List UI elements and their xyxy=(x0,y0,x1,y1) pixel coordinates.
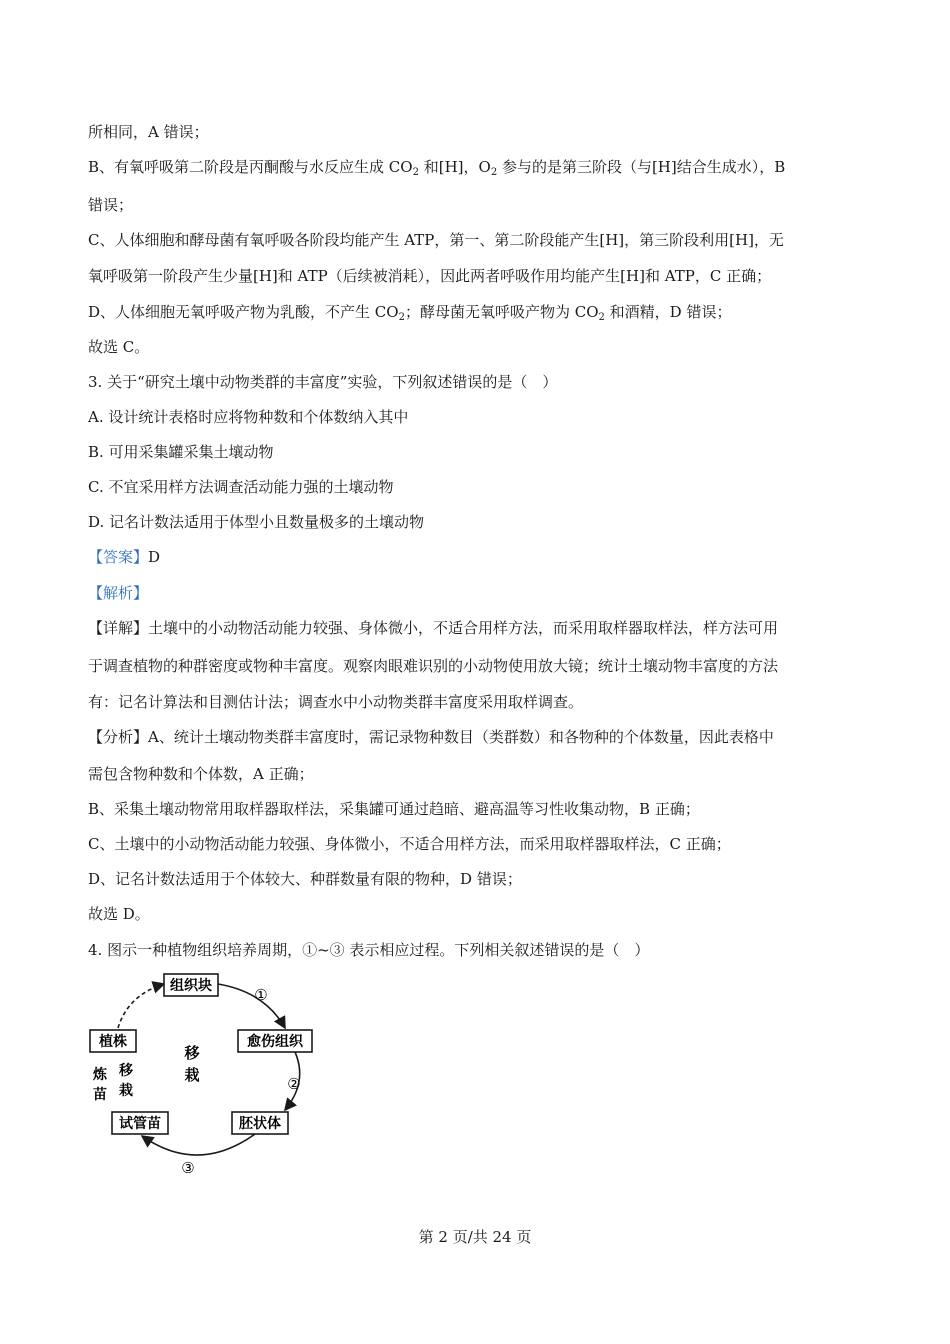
text-line: 故选 C。 xyxy=(88,338,150,356)
arrow-step3 xyxy=(142,1134,255,1155)
text-line: 氧呼吸第一阶段产生少量[H]和 ATP（后续被消耗），因此两者呼吸作用均能产生[H]和 ATP，C 正确； xyxy=(88,267,772,285)
left-label-b1: 移 xyxy=(119,1063,133,1079)
text-line: C、人体细胞和酵母菌有氧呼吸各阶段均能产生 ATP，第一、第二阶段能产生[H]，第三阶段利用[H]，无 xyxy=(88,231,784,249)
step-2-label: ② xyxy=(287,1075,301,1093)
detail-line: 【详解】土壤中的小动物活动能力较强、身体微小，不适合用样方法，而采用取样器取样法，样方法可用 xyxy=(88,619,779,637)
left-label-b2: 栽 xyxy=(119,1083,133,1099)
text-line: 错误； xyxy=(88,196,134,214)
answer-tag: 【答案】 xyxy=(88,548,149,566)
label-embryoid: 胚状体 xyxy=(239,1116,281,1132)
text-line: 所相同，A 错误； xyxy=(88,123,209,141)
label-test-tube-seedling: 试管苗 xyxy=(119,1116,161,1132)
step-1-label: ① xyxy=(254,986,268,1004)
page-footer: 第 2 页/共 24 页 xyxy=(418,1228,532,1246)
left-label-a2: 苗 xyxy=(93,1087,107,1103)
analysis-line: B、采集土壤动物常用取样器取样法，采集罐可通过趋暗、避高温等习性收集动物，B 正确； xyxy=(88,800,700,818)
analysis-tag-line xyxy=(88,583,148,603)
detail-line: 于调查植物的种群密度或物种丰富度。观察肉眼难识别的小动物使用放大镜；统计土壤动物丰富度的方法 xyxy=(88,657,779,675)
question-4-stem: 4. 图示一种植物组织培养周期，①~③ 表示相应过程。下列相关叙述错误的是（ ） xyxy=(88,941,650,959)
left-label-a1: 炼 xyxy=(93,1067,107,1083)
analysis-line: 故选 D。 xyxy=(88,905,150,923)
arrow-step1 xyxy=(218,984,285,1028)
option-d: D. 记名计数法适用于体型小且数量极多的土壤动物 xyxy=(88,513,425,531)
analysis-line: 【分析】A、统计土壤动物类群丰富度时，需记录物种数目（类群数）和各物种的个体数量，因此表格中 xyxy=(88,728,774,746)
option-c: C. 不宜采用样方法调查活动能力强的土壤动物 xyxy=(88,478,394,496)
analysis-tag: 【解析】 xyxy=(88,584,149,602)
text-line: D、人体细胞无氧呼吸产物为乳酸，不产生 $CO_2$；酵母菌无氧呼吸产物为 $CO_2$ 和酒精，D 错误； xyxy=(88,303,732,323)
arrow-transplant-dashed xyxy=(118,984,164,1028)
step-3-label: ③ xyxy=(181,1159,195,1177)
question-3-stem: 3. 关于“研究土壤中动物类群的丰富度”实验，下列叙述错误的是（ ） xyxy=(88,373,558,391)
analysis-line: C、土壤中的小动物活动能力较强、身体微小，不适合用样方法，而采用取样器取样法，C 正确； xyxy=(88,835,731,853)
label-plant: 植株 xyxy=(99,1034,127,1050)
text-line: B、有氧呼吸第二阶段是丙酮酸与水反应生成 $CO_2$ 和[H]，$O_2$ 参与的是第三阶段（与[H]结合生成水），B xyxy=(88,158,786,178)
option-a: A. 设计统计表格时应将物种数和个体数纳入其中 xyxy=(88,408,409,426)
tissue-culture-cycle-diagram xyxy=(80,970,340,1180)
detail-line: 有：记名计算法和目测估计法；调查水中小动物类群丰富度采用取样调查。 xyxy=(88,693,584,711)
center-label-2: 栽 xyxy=(184,1066,200,1084)
analysis-line: D、记名计数法适用于个体较大、种群数量有限的物种，D 错误； xyxy=(88,870,522,888)
center-label-1: 移 xyxy=(184,1044,200,1062)
answer-line xyxy=(88,547,160,567)
label-tissue-block: 组织块 xyxy=(170,978,212,994)
option-b: B. 可用采集罐采集土壤动物 xyxy=(88,443,274,461)
analysis-line: 需包含物种数和个体数，A 正确； xyxy=(88,765,314,783)
label-callus: 愈伤组织 xyxy=(247,1034,303,1050)
answer-value: D xyxy=(148,548,161,566)
